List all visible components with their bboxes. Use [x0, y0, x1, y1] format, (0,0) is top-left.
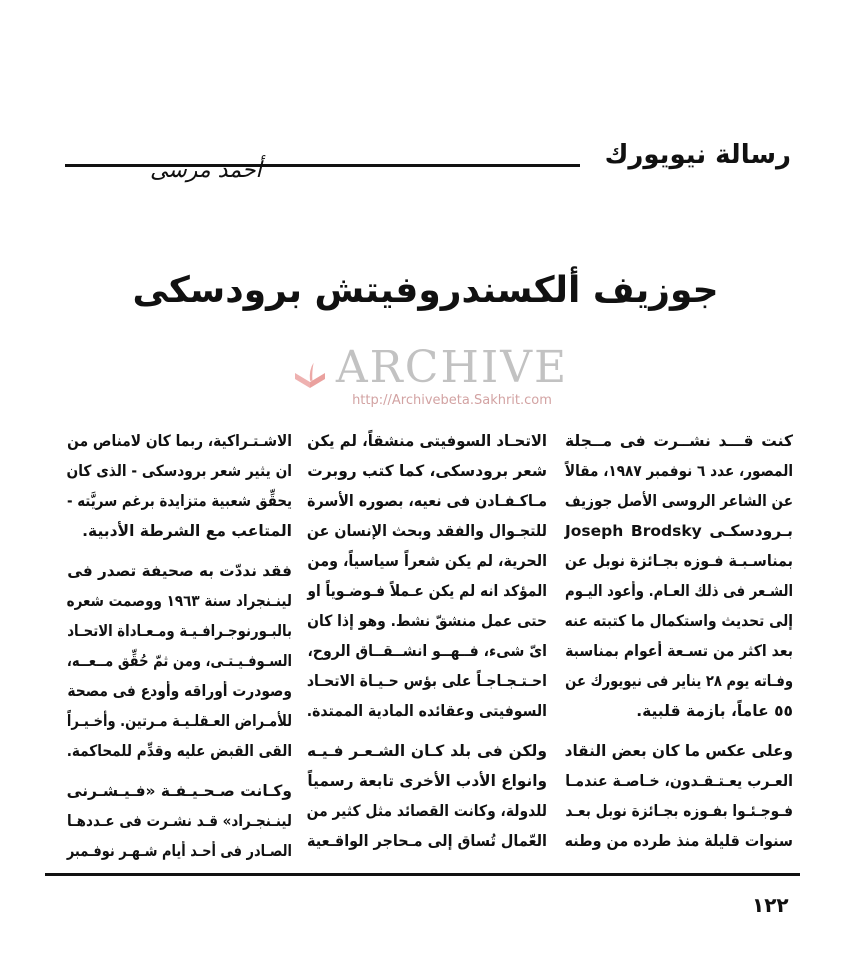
text-line: ٥٥ عاماً، بازمة قلبية.: [636, 702, 793, 720]
text-line: بمناسـبـة فـوزه بجـائزة نوبل عن: [564, 552, 793, 570]
text-line: وصودرت أوراقه وأودع فى مصحة: [67, 682, 293, 700]
paragraph-gap: [67, 766, 292, 776]
text-line: لينـنجراد سنة ١٩٦٣ ووصمت شعره: [66, 592, 292, 610]
text-column-1: [565, 426, 793, 856]
text-line: العّمال تُساق إلى مـحاجر الواقـعية: [307, 832, 547, 850]
text-column-2: [307, 426, 547, 856]
text-line: بـرودسكـى Joseph Brodsky: [565, 522, 793, 540]
article-title: جوزيف ألكسندروفيتش برودسكى: [132, 270, 719, 311]
text-line: بعد اكثر من تسـعة أعوام بمناسبة: [565, 642, 793, 660]
archive-book-logo-icon: [292, 361, 328, 391]
text-line: للتجـوال والفقد وبحث الإنسان عن: [306, 522, 547, 540]
text-line: الحرية، لم يكن شعراً سياسياً، ومن: [307, 552, 547, 570]
text-line: السـوفـيـتـى، ومن ثمّ حُقِّق مــعــه،: [66, 652, 292, 670]
text-line: مـاكـفـادن فى نعيه، بصوره الأسرة: [307, 492, 547, 510]
watermark-words: [335, 341, 569, 408]
text-line: القى القبض عليه وقدِّم للمحاكمة.: [66, 742, 292, 760]
text-line: الصـادر فى أحـد أيام شـهـر نوفـمبر: [66, 842, 292, 860]
paragraph-gap: [67, 546, 292, 556]
text-line: وعلى عكس ما كان بعض النقاد: [564, 742, 793, 760]
text-line: فقد نددّت به صحيفة تصدر فى: [67, 562, 292, 580]
watermark-text: ARCHIVE: [335, 341, 569, 393]
text-line: وكـانت صـحـيـفـة «فـيـشـرنى: [66, 782, 292, 800]
text-line: اىّ شىء، فــهــو انشــقــاق الروح،: [307, 642, 547, 660]
text-line: فـوجـئـوا بفـوزه بجـائزة نوبل بعـد: [565, 802, 793, 820]
text-line: يحقِّق شعبية متزايدة برغم سريَّته -: [66, 492, 293, 510]
text-line: للأمـراض العـقلـيـة مـرتين. وأخـيـراً: [66, 712, 292, 730]
text-line: العـرب يعـتـقـدون، خـاصـة عندمـا: [565, 772, 793, 790]
text-line: الاتحـاد السوفيتى منشقاً، لم يكن: [307, 432, 547, 450]
text-line: المصور، عدد ٦ نوفمبر ١٩٨٧، مقالاً: [564, 462, 793, 480]
text-line: لينـنجـراد» قـد نشـرت فى عـددهـا: [66, 812, 293, 830]
text-line: للدولة، وكانت القصائد مثل كثير من: [306, 802, 547, 820]
text-line: بالبـورنوجـرافـيـة ومـعـاداة الاتحـاد: [67, 622, 293, 640]
watermark-url: http://Archivebeta.Sakhrit.com: [352, 392, 552, 408]
text-line: السوفيتى وعقائده المادية الممتدة.: [306, 702, 547, 720]
text-line: الشـعر فى ذلك العـام. وأعود اليـوم: [565, 582, 793, 600]
text-line: المؤكد انه لم يكن عـملاً فـوضـوياً او: [307, 582, 547, 600]
text-line: حتى عمل منشقّ نشط. وهو إذا كان: [307, 612, 547, 630]
text-line: سنوات قليلة منذ طرده من وطنه: [564, 832, 793, 850]
text-line: ان يثير شعر برودسكى - الذى كان: [66, 462, 293, 480]
page-number: ١٢٢: [752, 893, 789, 917]
author-name: أحمد مرسى: [150, 158, 262, 183]
paragraph-gap: [307, 726, 547, 736]
text-line: إلى تحديث واستكمال ما كتبته عنه: [564, 612, 793, 630]
text-line: عن الشاعر الروسى الأصل جوزيف: [564, 492, 793, 510]
text-line: شعر برودسكى، كما كتب روبرت: [307, 462, 547, 480]
text-line: وفـاته يوم ٢٨ يناير فى نيويورك عن: [565, 672, 793, 690]
text-column-3: [67, 426, 292, 866]
text-line: المتاعب مع الشرطة الأدبية.: [82, 522, 292, 540]
text-line: احـتـجـاجـاً على بؤس حـيـاة الاتحـاد: [306, 672, 547, 690]
text-line: ولكن فى بلد كـان الشـعـر فـيـه: [307, 742, 547, 760]
section-heading: رسالة نيويورك: [604, 140, 791, 170]
footer-rule: [45, 873, 800, 876]
watermark: [300, 334, 569, 418]
header-rule: [65, 164, 580, 167]
paragraph-gap: [565, 726, 793, 736]
text-line: كنت قـــد نشــرت فى مــجلة: [565, 432, 793, 450]
text-line: الاشـتـراكية، ربما كان لامناص من: [67, 432, 292, 450]
text-line: وانواع الأدب الأخرى تابعة رسمياً: [307, 772, 547, 790]
